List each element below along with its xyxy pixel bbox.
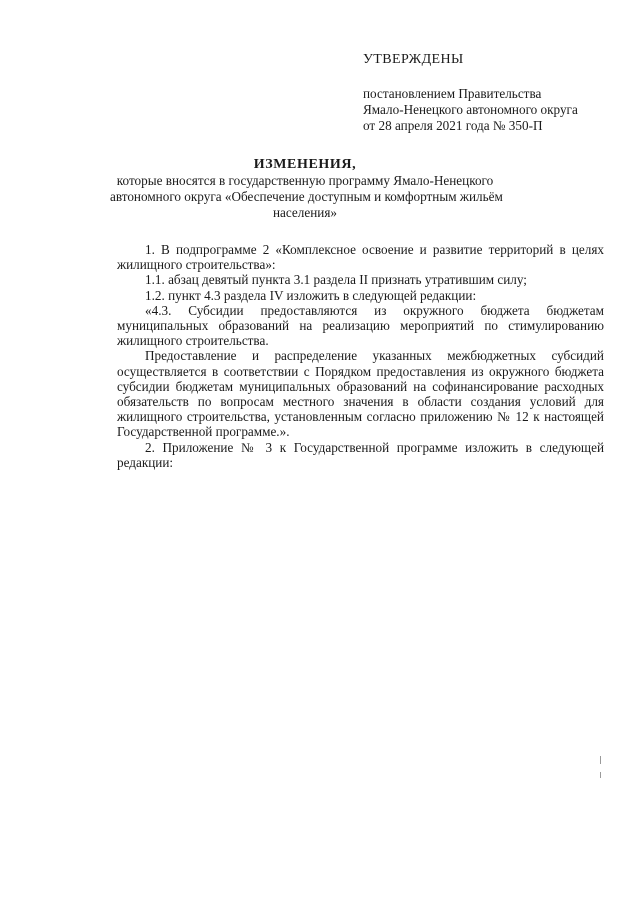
paragraph-1-1: 1.1. абзац девятый пункта 3.1 раздела II признать утратившим силу; [145, 272, 527, 288]
scan-artifact-mark [600, 772, 601, 778]
paragraph-1: 1. В подпрограмме 2 «Комплексное освоение и развитие территорий в целях жилищного строительства»: [117, 242, 604, 273]
heading-subtitle-line-1: которые вносятся в государственную программу Ямало-Ненецкого [116, 173, 494, 188]
paragraph-1-2: 1.2. пункт 4.3 раздела IV изложить в следующей редакции: [145, 287, 477, 303]
paragraph-4-3-quote: «4.3. Субсидии предоставляются из окружного бюджета бюджетам муниципальных образований на реализацию мероприятий по стимулированию жилищного строительства. [117, 302, 604, 349]
heading-subtitle-line-3: населения» [273, 205, 337, 220]
document-heading [110, 156, 503, 221]
approval-title: УТВЕРЖДЕНЫ [363, 52, 464, 67]
heading-title: ИЗМЕНЕНИЯ, [253, 157, 357, 172]
scan-artifact-mark [600, 756, 601, 764]
document-body [117, 242, 604, 470]
approval-line-region: Ямало-Ненецкого автономного округа [363, 102, 578, 117]
paragraph-distribution: Предоставление и распределение указанных межбюджетных субсидий осуществляется в соответствии с Порядком предоставления из окружного бюджета субсидии бюджетам муниципальных образований на софинансирование расходных обязательств по вопросам местного значения в области создания условий для жилищного строительства, установленным согласно приложению № 12 к настоящей Государственной программе.». [117, 348, 604, 440]
approval-line-resolution: постановлением Правительства [363, 86, 542, 101]
approval-line-date: от 28 апреля 2021 года № 350-П [363, 118, 543, 133]
heading-subtitle-line-2: автономного округа «Обеспечение доступным и комфортным жильём [110, 189, 503, 204]
paragraph-2: 2. Приложение № 3 к Государственной программе изложить в следующей редакции: [117, 439, 604, 470]
approval-block [363, 52, 613, 134]
